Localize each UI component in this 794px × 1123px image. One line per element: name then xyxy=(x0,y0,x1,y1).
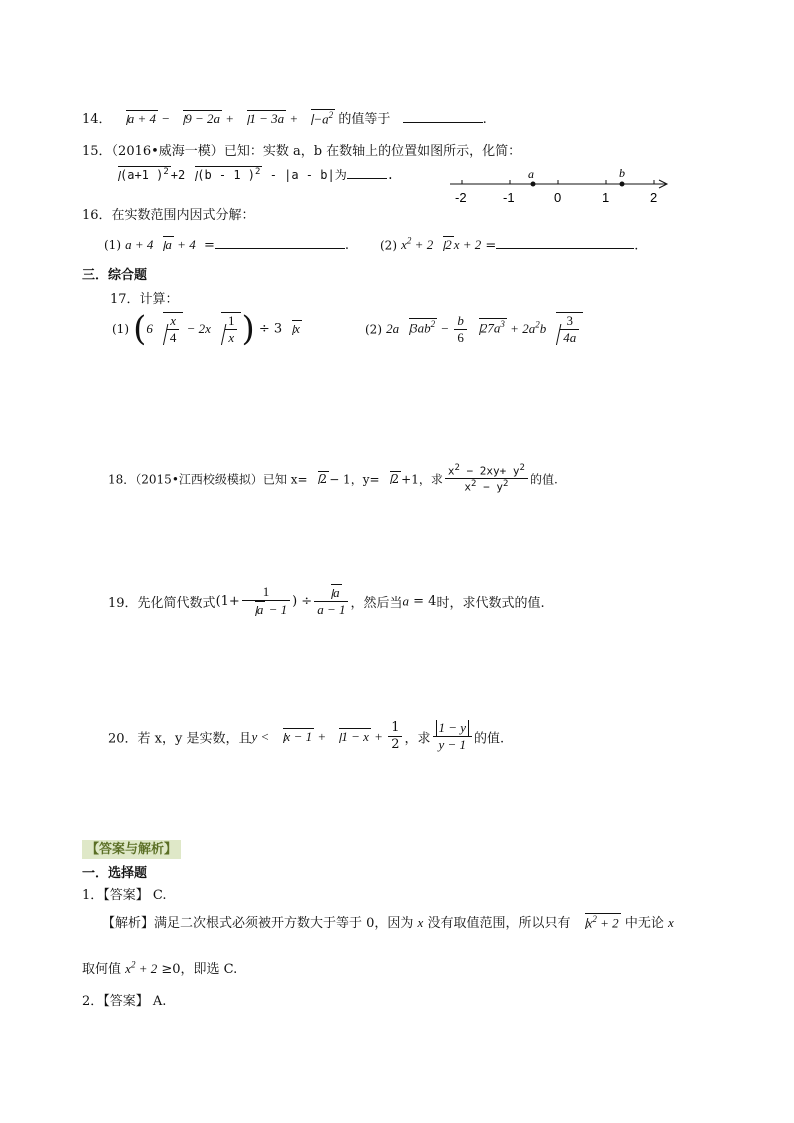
question-17: 17．计算： xyxy=(110,292,179,307)
question-14: 14． $a + 4 - 9 - 2a + 1 - 3a + -a^2$ 的值等于 . xyxy=(82,109,487,127)
answer-1-explanation-cont: 取何值 $x^2 + 2 \ge 0$，即选 C. xyxy=(82,959,238,977)
answer-blank[interactable] xyxy=(347,166,387,179)
question-18: 18．（2015•江西校级模拟）已知 x= 2 − 1，y= 2 +1，求 $\frac{x^2 - 2xy+ y^2}{x^2 - y^2}$ 的值. xyxy=(108,463,558,495)
answer-1: 1．【答案】 C. xyxy=(82,888,167,903)
tick-label: -1 xyxy=(503,190,515,205)
answer-blank[interactable] xyxy=(496,236,634,249)
tick-label: -2 xyxy=(455,190,467,205)
answers-badge: 【答案与解析】 xyxy=(82,838,181,857)
q17-part-1: (1) (6 $\frac{x}{4}$ − 2x $\frac{1}{x}$ ) ÷ 3 x xyxy=(112,309,300,350)
answer-blank[interactable] xyxy=(215,236,345,249)
point-b-label: b xyxy=(619,166,625,180)
q15-expression: (a+1 )$^2$ +2 (b - 1 )$^2$ - |a - b|为 . xyxy=(108,166,394,183)
question-16: 16．在实数范围内因式分解： xyxy=(82,208,255,223)
point-b xyxy=(620,182,625,187)
question-19: 19．先化简代数式(1+ $\frac{1}{a - 1}$ ) ÷ $\frac{a}{a - 1}$ ，然后当a = 4时，求代数式的值. xyxy=(108,584,545,618)
answer-blank[interactable] xyxy=(403,110,483,123)
point-a xyxy=(531,182,536,187)
q14-expression: $a + 4 - 9 - 2a + 1 - 3a + -a^2$ xyxy=(116,111,339,126)
point-a-label: a xyxy=(528,167,534,181)
tick-label: 1 xyxy=(602,190,610,205)
q16-part-2: (2) $x^2 + 2$ 2 x + 2 = . xyxy=(380,236,639,254)
question-source: （2016•威海一模） xyxy=(111,144,224,159)
section-title: 一．选择题 xyxy=(82,866,148,881)
tick-label: 2 xyxy=(650,190,658,205)
q16-part-1: (1) a + 4 a + 4 = . xyxy=(104,237,350,253)
tick-label: 0 xyxy=(554,190,562,205)
question-number: 14． xyxy=(82,112,112,127)
question-20: 20．若 x，y 是实数，且y < x − 1 + 1 − x + $\frac{1}{2}$ ，求 $\frac{1 - y}{y - 1}$ 的值. xyxy=(108,720,505,753)
section-title: 三．综合题 xyxy=(82,268,148,283)
question-15: 15．（2016•威海一模）已知：实数 a，b 在数轴上的位置如图所示，化简： xyxy=(82,144,522,159)
answer-2: 2．【答案】 A. xyxy=(82,994,167,1009)
number-line-diagram xyxy=(445,160,675,208)
answer-1-explanation: 【解析】满足二次根式必须被开方数大于等于 0，因为 x 没有取值范围，所以只有 $x^2 + 2$ 中无论 x xyxy=(102,913,674,931)
q17-part-2: (2) 2a $3ab^2$ − $\frac{b}{6}$ $27a^3 + 2a^2b$ $\frac{3}{4a}$ xyxy=(365,312,583,347)
